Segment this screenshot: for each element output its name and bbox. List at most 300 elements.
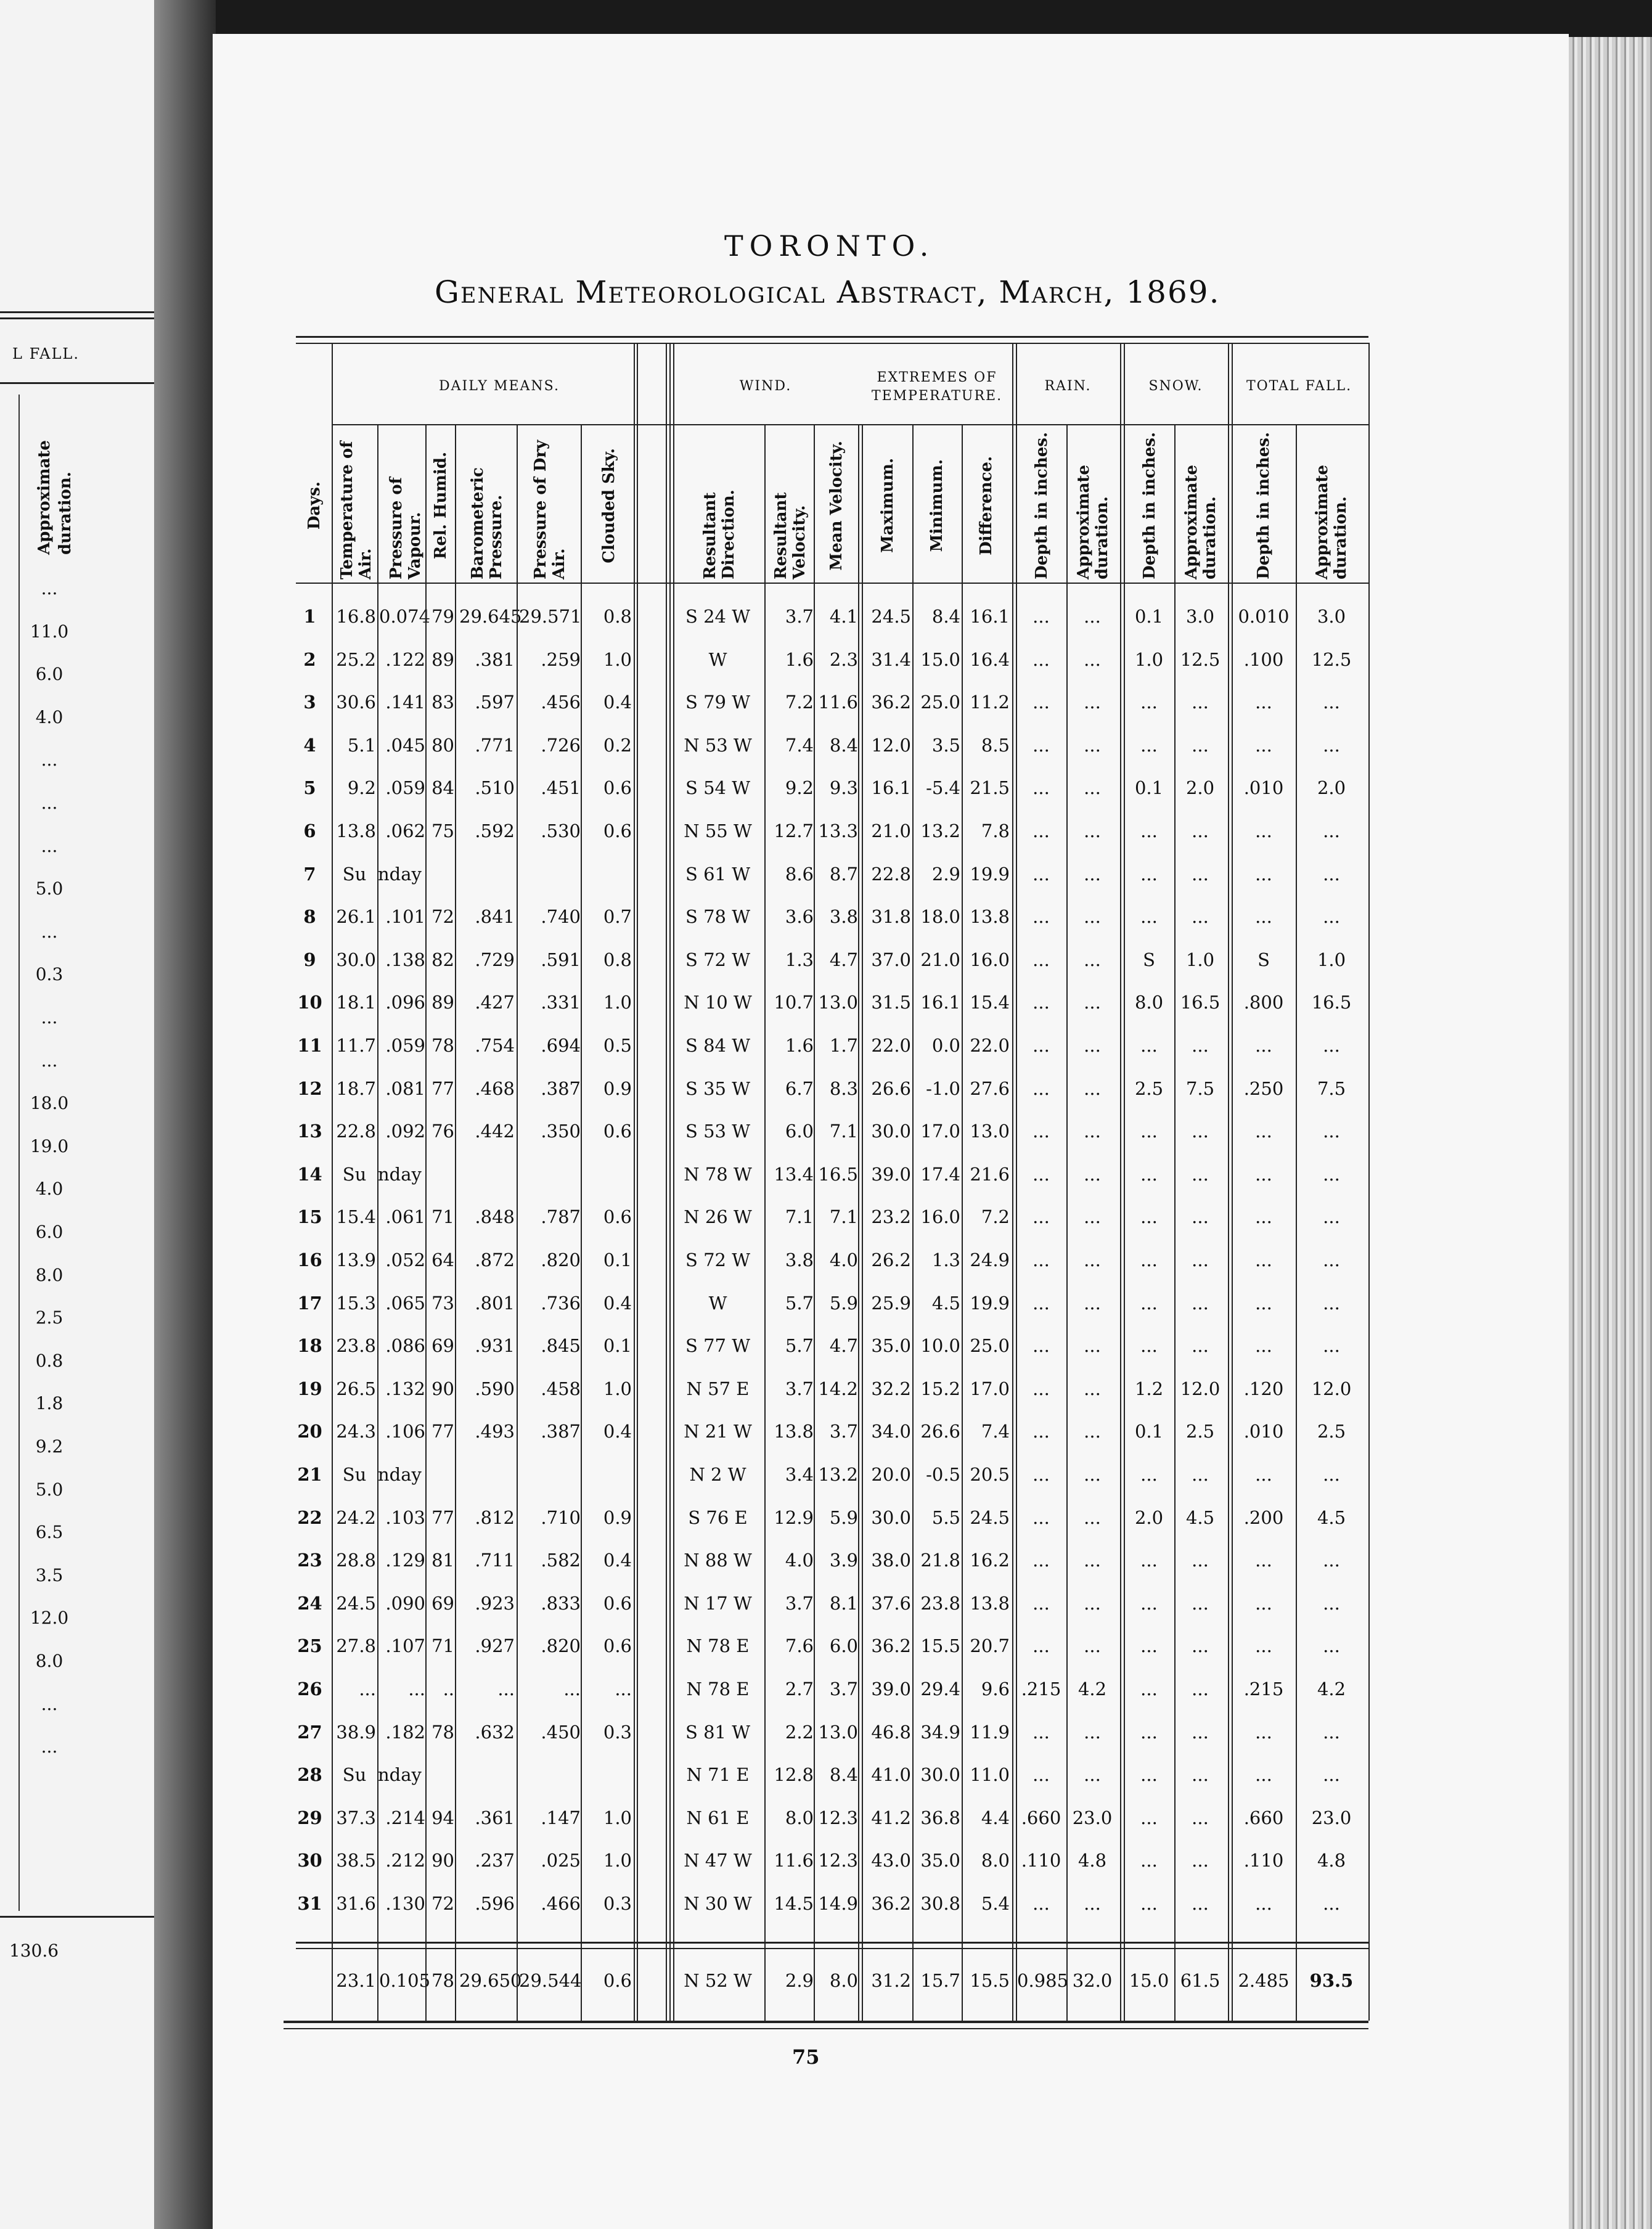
cell-snow-depth: 0.1 (1134, 1421, 1164, 1442)
column-rule (455, 425, 456, 2021)
cell-humid: 89 (431, 992, 454, 1013)
cell-dir: S 72 W (685, 1249, 750, 1270)
left-value: 5.0 (35, 1479, 63, 1500)
cell-temp: Su (342, 1764, 367, 1786)
cell-rain-dur: ... (1084, 692, 1101, 713)
column-rule (1228, 343, 1229, 2021)
column-rule (962, 425, 963, 2021)
cell-snow-depth: 1.0 (1134, 648, 1164, 670)
cell-temp: 26.5 (336, 1378, 376, 1399)
cell-total-dur: ... (1323, 1592, 1340, 1614)
cell-day: 30 (297, 1850, 322, 1871)
cell-sky: 0.1 (603, 1335, 632, 1357)
cell-rain-dur: ... (1084, 1635, 1101, 1657)
cell-temp: 18.1 (336, 992, 376, 1013)
cell-dir: S 76 E (688, 1507, 748, 1528)
col-diff: Difference. (977, 456, 996, 555)
cell-dir: W (708, 1292, 727, 1314)
col-mvel: Mean Velocity. (827, 440, 846, 571)
cell-mvel: 8.1 (829, 1592, 858, 1614)
cell-dry: .387 (541, 1078, 581, 1099)
cell-temp: 15.3 (336, 1292, 376, 1314)
cell-dry (519, 1764, 581, 1786)
page-number: 75 (792, 2045, 820, 2069)
cell-day: 13 (297, 1121, 322, 1142)
left-value: ... (41, 835, 58, 856)
column-rule (1368, 343, 1370, 2021)
cell-baro: .812 (475, 1507, 515, 1528)
column-rule (669, 343, 671, 2021)
cell-dir: N 2 W (689, 1464, 746, 1485)
cell-diff: 16.1 (970, 606, 1010, 627)
cell-rvel: 12.9 (774, 1507, 814, 1528)
cell-dir: N 21 W (684, 1421, 752, 1442)
cell-humid: 81 (431, 1550, 454, 1571)
cell-max: 26.6 (871, 1078, 911, 1099)
table-top-rule (296, 336, 1368, 338)
cell-temp: 13.9 (336, 1249, 376, 1270)
col-rain-duration: Approximate duration. (1074, 465, 1111, 579)
cell-dir: S 81 W (685, 1721, 750, 1743)
cell-humid: 64 (431, 1249, 454, 1270)
cell-max: 37.0 (871, 949, 911, 970)
cell-temp: ... (359, 1679, 376, 1699)
column-rule (1016, 343, 1017, 2021)
cell-diff: 11.9 (970, 1721, 1010, 1743)
cell-temp: 9.2 (347, 777, 376, 799)
cell-dry: .387 (541, 1421, 581, 1442)
cell-dir: S 77 W (685, 1335, 750, 1357)
col-baro: Barometeric Pressure. (468, 467, 505, 579)
cell-humid: 72 (431, 906, 454, 928)
cell-total-dur: 12.0 (1311, 1378, 1352, 1399)
cell-diff: 22.0 (970, 1035, 1010, 1056)
cell-rvel: 6.7 (785, 1078, 814, 1099)
cell-max: 32.2 (871, 1378, 911, 1399)
col-humid: Rel. Humid. (431, 451, 450, 560)
cell-vapour: .061 (385, 1206, 425, 1228)
cell-humid: 72 (431, 1893, 454, 1914)
cell-rain-dur: ... (1084, 1507, 1101, 1528)
left-total: 130.6 (9, 1941, 59, 1961)
cell-mvel: 13.0 (818, 1721, 858, 1743)
cell-snow-depth: ... (1140, 820, 1158, 841)
cell-rain-depth: ... (1032, 906, 1050, 928)
cell-snow-depth: ... (1140, 1893, 1158, 1914)
cell-rain-depth: ... (1032, 1421, 1050, 1442)
left-value: 5.0 (35, 878, 63, 899)
cell-diff: 24.9 (970, 1249, 1010, 1270)
cell-rvel: 7.6 (785, 1635, 814, 1657)
cell-vapour: nday (378, 1764, 422, 1786)
cell-total-depth: ... (1255, 1249, 1272, 1270)
left-value: 18.0 (30, 1093, 69, 1114)
cell-min: 35.0 (920, 1850, 960, 1871)
cell-diff: 21.6 (970, 1163, 1010, 1185)
cell-max: 35.0 (871, 1335, 911, 1357)
cell-day: 1 (303, 606, 316, 627)
cell-day: 24 (297, 1592, 322, 1614)
cell-rain-depth: ... (1032, 1507, 1050, 1528)
cell-min: 13.2 (920, 820, 960, 841)
cell-total-dur: ... (1323, 1121, 1340, 1142)
column-rule (634, 343, 635, 2021)
cell-max: 43.0 (871, 1850, 911, 1871)
cell-dir: S 79 W (685, 692, 750, 713)
cell-rain-depth: ... (1032, 1035, 1050, 1056)
cell-sky: 0.6 (603, 1206, 632, 1228)
cell-mvel: 6.0 (829, 1635, 858, 1657)
left-value: 11.0 (30, 621, 69, 642)
cell-max: 25.9 (871, 1292, 911, 1314)
cell-dry: .726 (541, 734, 581, 756)
cell-sky: 0.6 (603, 1592, 632, 1614)
cell-sky (586, 1764, 632, 1786)
cell-humid: 73 (431, 1292, 454, 1314)
header-bottom-rule (296, 583, 1368, 584)
cell-dry: .820 (541, 1249, 581, 1270)
cell-snow-depth: ... (1140, 734, 1158, 756)
cell-humid: 71 (431, 1206, 454, 1228)
left-header-rule (0, 382, 154, 384)
cell-dry: .694 (541, 1035, 581, 1056)
cell-total-dur: ... (1323, 734, 1340, 756)
cell-rain-dur: ... (1084, 734, 1101, 756)
cell-rain-depth: ... (1032, 777, 1050, 799)
cell-min: 15.0 (920, 648, 960, 670)
cell-humid: 90 (431, 1378, 454, 1399)
cell-dry: .350 (541, 1121, 581, 1142)
cell-day: 14 (297, 1163, 322, 1185)
cell-dry (519, 1463, 581, 1486)
cell-mvel: 8.4 (829, 1764, 858, 1786)
cell-min: 8.4 (931, 606, 960, 627)
total-total-depth: 2.485 (1238, 1970, 1290, 1991)
cell-vapour: .086 (385, 1335, 425, 1357)
cell-diff: 13.0 (970, 1121, 1010, 1142)
cell-humid: 76 (431, 1121, 454, 1142)
left-value: 12.0 (30, 1608, 69, 1629)
cell-rain-dur: ... (1084, 906, 1101, 928)
cell-temp: 16.8 (336, 606, 376, 627)
cell-dry: .456 (541, 692, 581, 713)
col-rain-depth: Depth in inches. (1032, 431, 1051, 579)
cell-vapour: .182 (385, 1721, 425, 1743)
cell-total-dur: ... (1323, 1764, 1340, 1786)
cell-diff: 13.8 (970, 1592, 1010, 1614)
cell-baro: .596 (475, 1893, 515, 1914)
cell-day: 5 (303, 777, 316, 799)
cell-mvel: 7.1 (829, 1121, 858, 1142)
cell-total-depth: .120 (1243, 1378, 1284, 1399)
total-snow-dur: 61.5 (1180, 1970, 1221, 1991)
cell-rvel: 3.6 (785, 906, 814, 928)
cell-snow-dur: 16.5 (1180, 992, 1221, 1013)
cell-snow-dur: ... (1192, 1206, 1209, 1228)
cell-min: 2.9 (931, 863, 960, 885)
cell-dir: N 88 W (684, 1550, 752, 1571)
total-sky: 0.6 (603, 1970, 632, 1991)
column-rule (637, 343, 638, 2021)
cell-max: 21.0 (871, 820, 911, 841)
left-value: 0.3 (35, 964, 63, 985)
column-rule (862, 425, 863, 2021)
cell-mvel: 2.3 (829, 648, 858, 670)
group-daily-means: DAILY MEANS. (439, 378, 560, 394)
cell-rain-dur: ... (1084, 1764, 1101, 1786)
cell-dir: N 57 E (686, 1378, 750, 1399)
cell-dir: S 84 W (685, 1035, 750, 1056)
cell-sky: 1.0 (603, 992, 632, 1013)
cell-rain-dur: ... (1084, 1592, 1101, 1614)
cell-snow-depth: ... (1140, 1807, 1158, 1828)
cell-day: 2 (303, 648, 316, 670)
cell-temp: 27.8 (336, 1635, 376, 1657)
col-total-depth: Depth in inches. (1254, 431, 1273, 579)
cell-rvel: 5.7 (785, 1292, 814, 1314)
cell-rvel: 13.8 (774, 1421, 814, 1442)
cell-dir: W (708, 648, 727, 670)
cell-mvel: 4.0 (829, 1249, 858, 1270)
cell-humid: 82 (431, 949, 454, 970)
cell-vapour: ... (408, 1679, 425, 1699)
cell-snow-dur: ... (1192, 906, 1209, 928)
cell-rain-dur: ... (1084, 1464, 1101, 1485)
cell-diff: 15.4 (970, 992, 1010, 1013)
cell-dry: .530 (541, 820, 581, 841)
left-subheading: Approximate duration. (35, 440, 75, 555)
column-rule (581, 425, 582, 2021)
cell-rain-dur: ... (1084, 1121, 1101, 1142)
cell-vapour: .096 (385, 992, 425, 1013)
cell-total-depth: ... (1255, 1163, 1272, 1185)
cell-temp: 31.6 (336, 1893, 376, 1914)
cell-total-depth: ... (1255, 863, 1272, 885)
total-max: 31.2 (871, 1970, 911, 1991)
cell-diff: 17.0 (970, 1378, 1010, 1399)
cell-rvel: 7.2 (785, 692, 814, 713)
cell-rain-dur: ... (1084, 1378, 1101, 1399)
cell-snow-depth: 0.1 (1134, 777, 1164, 799)
cell-snow-depth: ... (1140, 1850, 1158, 1871)
cell-baro: .801 (475, 1292, 515, 1314)
cell-rain-depth: ... (1032, 863, 1050, 885)
cell-dry: .845 (541, 1335, 581, 1357)
cell-rvel: 7.1 (785, 1206, 814, 1228)
cell-baro: .872 (475, 1249, 515, 1270)
cell-min: 18.0 (920, 906, 960, 928)
cell-mvel: 3.8 (829, 906, 858, 928)
left-value: 19.0 (30, 1135, 69, 1156)
cell-baro: ... (497, 1679, 515, 1699)
cell-dir: N 78 E (686, 1679, 750, 1699)
cell-min: 16.0 (920, 1206, 960, 1228)
cell-snow-depth: ... (1140, 1292, 1158, 1314)
cell-day: 11 (297, 1035, 322, 1056)
cell-sky: 0.4 (603, 1292, 632, 1314)
cell-rain-dur: ... (1084, 949, 1101, 970)
cell-baro: .597 (475, 692, 515, 713)
cell-dry: .450 (541, 1721, 581, 1743)
cell-temp: 38.5 (336, 1850, 376, 1871)
cell-temp: 30.6 (336, 692, 376, 713)
cell-total-depth: ... (1255, 1893, 1272, 1914)
left-heading: L FALL. (12, 345, 80, 362)
cell-day: 17 (297, 1292, 322, 1314)
cell-diff: 8.0 (981, 1850, 1010, 1871)
cell-total-depth: .800 (1243, 992, 1284, 1013)
cell-snow-depth: ... (1140, 1163, 1158, 1185)
cell-sky: 1.0 (603, 1850, 632, 1871)
cell-min: 25.0 (920, 692, 960, 713)
cell-total-dur: 4.8 (1317, 1850, 1346, 1871)
cell-sky: 1.0 (603, 1807, 632, 1828)
cell-day: 21 (297, 1464, 322, 1485)
left-value: ... (41, 1050, 58, 1071)
cell-total-depth: 0.010 (1238, 606, 1290, 627)
cell-diff: 25.0 (970, 1335, 1010, 1357)
cell-min: 15.2 (920, 1378, 960, 1399)
cell-vapour: .132 (385, 1378, 425, 1399)
cell-humid: 94 (431, 1807, 454, 1828)
left-value: ... (41, 578, 58, 599)
cell-vapour: 0.074 (379, 606, 431, 627)
cell-min: -0.5 (926, 1464, 960, 1485)
cell-max: 31.8 (871, 906, 911, 928)
cell-rvel: 1.6 (785, 1035, 814, 1056)
left-value: 8.0 (35, 1651, 63, 1671)
cell-vapour: .090 (385, 1592, 425, 1614)
cell-diff: 7.4 (981, 1421, 1010, 1442)
cell-humid (427, 863, 454, 885)
cell-max: 16.1 (871, 777, 911, 799)
col-dry: Pressure of Dry Air. (531, 440, 568, 579)
cell-baro: .927 (475, 1635, 515, 1657)
cell-temp: 15.4 (336, 1206, 376, 1228)
column-rule (1012, 343, 1013, 2021)
cell-dir: N 55 W (684, 820, 752, 841)
cell-snow-depth: 2.0 (1134, 1507, 1164, 1528)
cell-rain-depth: ... (1032, 820, 1050, 841)
cell-total-dur: ... (1323, 1163, 1340, 1185)
cell-diff: 7.8 (981, 820, 1010, 841)
cell-baro: .931 (475, 1335, 515, 1357)
cell-snow-dur: ... (1192, 1249, 1209, 1270)
cell-temp: 13.8 (336, 820, 376, 841)
cell-snow-dur: ... (1192, 1335, 1209, 1357)
cell-humid: 77 (431, 1507, 454, 1528)
cell-baro: .711 (475, 1550, 515, 1571)
cell-min: 10.0 (920, 1335, 960, 1357)
cell-day: 29 (297, 1807, 322, 1828)
cell-rvel: 8.0 (785, 1807, 814, 1828)
cell-mvel: 5.9 (829, 1292, 858, 1314)
cell-dry: .331 (541, 992, 581, 1013)
cell-snow-dur: ... (1192, 1893, 1209, 1914)
cell-snow-depth: 8.0 (1134, 992, 1164, 1013)
cell-rain-depth: ... (1032, 1335, 1050, 1357)
cell-snow-dur: 1.0 (1185, 949, 1215, 970)
cell-rvel: 3.7 (785, 606, 814, 627)
cell-sky: 0.3 (603, 1893, 632, 1914)
col-temp: Temperature of Air. (337, 441, 375, 579)
total-humid: 78 (431, 1970, 454, 1991)
cell-temp: Su (342, 1163, 367, 1185)
cell-vapour: .141 (385, 692, 425, 713)
cell-min: 36.8 (920, 1807, 960, 1828)
cell-total-depth: ... (1255, 1292, 1272, 1314)
cell-total-dur: 3.0 (1317, 606, 1346, 627)
cell-day: 28 (297, 1764, 322, 1786)
cell-rain-dur: ... (1084, 1893, 1101, 1914)
cell-max: 24.5 (871, 606, 911, 627)
cell-rain-depth: .660 (1021, 1807, 1061, 1828)
cell-sky (586, 863, 632, 885)
cell-diff: 19.9 (970, 863, 1010, 885)
cell-rvel: 5.7 (785, 1335, 814, 1357)
cell-baro: .510 (475, 777, 515, 799)
cell-temp: Su (342, 863, 367, 885)
cell-day: 25 (297, 1635, 322, 1657)
cell-vapour: .059 (385, 777, 425, 799)
cell-rain-depth: .110 (1021, 1850, 1061, 1871)
group-wind: WIND. (739, 378, 792, 394)
cell-diff: 8.5 (981, 734, 1010, 756)
cell-baro: .592 (475, 820, 515, 841)
cell-dry: 29.571 (519, 606, 582, 627)
cell-day: 7 (303, 863, 316, 885)
cell-total-depth: .215 (1243, 1679, 1284, 1699)
cell-total-dur: 16.5 (1311, 992, 1352, 1013)
cell-rvel: 3.8 (785, 1249, 814, 1270)
cell-mvel: 12.3 (818, 1807, 858, 1828)
cell-total-dur: ... (1323, 1292, 1340, 1314)
cell-temp: 38.9 (336, 1721, 376, 1743)
cell-max: 39.0 (871, 1679, 911, 1699)
cell-min: 34.9 (920, 1721, 960, 1743)
column-rule (332, 343, 333, 2021)
cell-humid: 69 (431, 1335, 454, 1357)
cell-rvel: 8.6 (785, 863, 814, 885)
cell-dry: .458 (541, 1378, 581, 1399)
cell-total-dur: 4.5 (1317, 1507, 1346, 1528)
cell-day: 15 (297, 1206, 322, 1228)
cell-total-depth: ... (1255, 906, 1272, 928)
cell-day: 26 (297, 1679, 322, 1699)
cell-snow-depth: ... (1140, 1035, 1158, 1056)
cell-mvel: 9.3 (829, 777, 858, 799)
cell-total-depth: ... (1255, 1635, 1272, 1657)
cell-snow-depth: ... (1140, 692, 1158, 713)
cell-max: 22.8 (871, 863, 911, 885)
column-rule (1296, 425, 1297, 2021)
cell-rain-dur: ... (1084, 863, 1101, 885)
cell-total-dur: ... (1323, 1206, 1340, 1228)
cell-baro: .442 (475, 1121, 515, 1142)
left-value: 6.0 (35, 1222, 63, 1242)
cell-rain-depth: ... (1032, 949, 1050, 970)
cell-total-dur: ... (1323, 1550, 1340, 1571)
cell-rain-dur: ... (1084, 777, 1101, 799)
cell-mvel: 1.7 (829, 1035, 858, 1056)
totals-rule (296, 1942, 1368, 1944)
cell-mvel: 7.1 (829, 1206, 858, 1228)
cell-sky: 0.8 (603, 606, 632, 627)
cell-total-dur: 7.5 (1317, 1078, 1346, 1099)
cell-temp: 22.8 (336, 1121, 376, 1142)
col-sky: Clouded Sky. (599, 448, 618, 563)
cell-rain-depth: ... (1032, 1464, 1050, 1485)
